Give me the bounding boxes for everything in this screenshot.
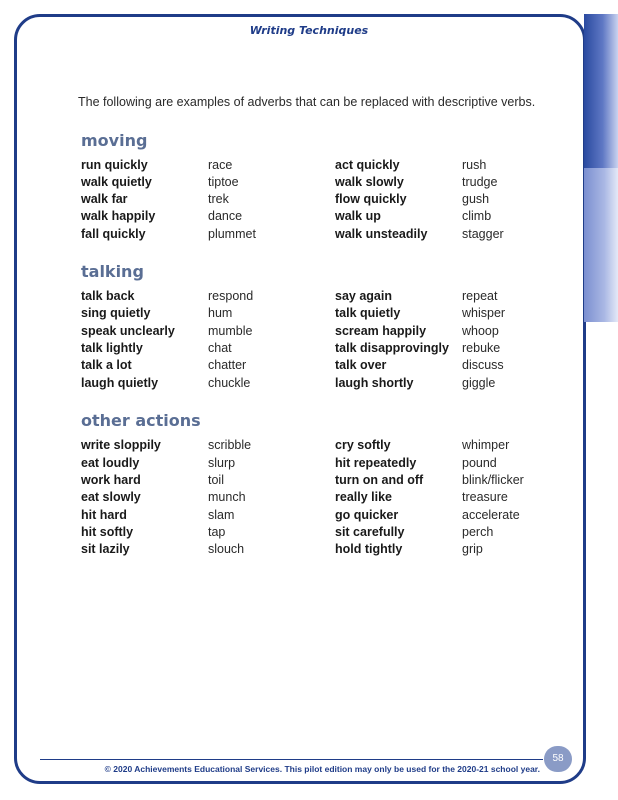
descriptive-verb: tap (208, 525, 226, 539)
descriptive-verb: slouch (208, 542, 245, 556)
descriptive-verb: grip (462, 542, 483, 556)
header-title: Writing Techniques (249, 24, 369, 37)
descriptive-verb: scribble (208, 438, 252, 452)
side-tab-highlight (584, 168, 618, 322)
adverb-phrase: fall quickly (81, 227, 146, 241)
adverb-phrase: go quicker (335, 508, 399, 522)
descriptive-verb: rebuke (462, 341, 501, 355)
page-number-badge: 58 (544, 746, 572, 772)
descriptive-verb: blink/flicker (462, 473, 524, 487)
page-frame (14, 14, 586, 784)
section-heading-talking: talking (81, 262, 144, 281)
descriptive-verb: trudge (462, 175, 498, 189)
descriptive-verb: climb (462, 209, 492, 223)
descriptive-verb: gush (462, 192, 490, 206)
descriptive-verb: dance (208, 209, 243, 223)
adverb-phrase: work hard (81, 473, 141, 487)
descriptive-verb: whisper (462, 306, 506, 320)
adverb-phrase: laugh quietly (81, 376, 159, 390)
adverb-phrase: talk lightly (81, 341, 143, 355)
adverb-phrase: hit hard (81, 508, 127, 522)
descriptive-verb: tiptoe (208, 175, 239, 189)
descriptive-verb: repeat (462, 289, 498, 303)
descriptive-verb: discuss (462, 358, 504, 372)
footer-divider (40, 759, 543, 760)
adverb-phrase: hit repeatedly (335, 456, 417, 470)
adverb-phrase: walk slowly (335, 175, 404, 189)
adverb-phrase: sit carefully (335, 525, 405, 539)
footer-copyright: © 2020 Achievements Educational Services. This pilot edition may only be used for the 2020-21 school year. (104, 764, 540, 774)
descriptive-verb: giggle (462, 376, 496, 390)
descriptive-verb: pound (462, 456, 497, 470)
adverb-phrase: laugh shortly (335, 376, 414, 390)
descriptive-verb: chuckle (208, 376, 251, 390)
adverb-phrase: talk over (335, 358, 387, 372)
descriptive-verb: whoop (462, 324, 499, 338)
adverb-phrase: speak unclearly (81, 324, 175, 338)
descriptive-verb: munch (208, 490, 246, 504)
descriptive-verb: perch (462, 525, 494, 539)
adverb-phrase: act quickly (335, 158, 400, 172)
adverb-phrase: really like (335, 490, 392, 504)
adverb-phrase: turn on and off (335, 473, 424, 487)
adverb-phrase: hold tightly (335, 542, 403, 556)
descriptive-verb: chat (208, 341, 232, 355)
descriptive-verb: slurp (208, 456, 236, 470)
descriptive-verb: stagger (462, 227, 504, 241)
adverb-phrase: walk happily (81, 209, 156, 223)
adverb-phrase: cry softly (335, 438, 391, 452)
adverb-phrase: talk a lot (81, 358, 132, 372)
section-heading-moving: moving (81, 131, 148, 150)
adverb-phrase: run quickly (81, 158, 148, 172)
adverb-phrase: sit lazily (81, 542, 130, 556)
adverb-phrase: walk up (335, 209, 381, 223)
adverb-phrase: sing quietly (81, 306, 151, 320)
section-heading-other-actions: other actions (81, 411, 201, 430)
descriptive-verb: respond (208, 289, 254, 303)
adverb-phrase: eat slowly (81, 490, 141, 504)
adverb-phrase: eat loudly (81, 456, 140, 470)
adverb-phrase: walk far (81, 192, 128, 206)
descriptive-verb: plummet (208, 227, 256, 241)
adverb-phrase: talk disapprovingly (335, 341, 449, 355)
adverb-phrase: walk quietly (81, 175, 152, 189)
adverb-phrase: write sloppily (81, 438, 161, 452)
adverb-phrase: flow quickly (335, 192, 407, 206)
descriptive-verb: race (208, 158, 233, 172)
descriptive-verb: rush (462, 158, 487, 172)
descriptive-verb: trek (208, 192, 229, 206)
descriptive-verb: toil (208, 473, 224, 487)
adverb-phrase: say again (335, 289, 392, 303)
descriptive-verb: hum (208, 306, 233, 320)
descriptive-verb: mumble (208, 324, 253, 338)
descriptive-verb: slam (208, 508, 235, 522)
descriptive-verb: chatter (208, 358, 247, 372)
adverb-phrase: walk unsteadily (335, 227, 428, 241)
intro-text: The following are examples of adverbs that can be replaced with descriptive verbs. (78, 95, 536, 109)
adverb-phrase: scream happily (335, 324, 427, 338)
adverb-phrase: talk quietly (335, 306, 401, 320)
adverb-phrase: talk back (81, 289, 135, 303)
descriptive-verb: treasure (462, 490, 508, 504)
descriptive-verb: whimper (462, 438, 510, 452)
descriptive-verb: accelerate (462, 508, 520, 522)
adverb-phrase: hit softly (81, 525, 134, 539)
